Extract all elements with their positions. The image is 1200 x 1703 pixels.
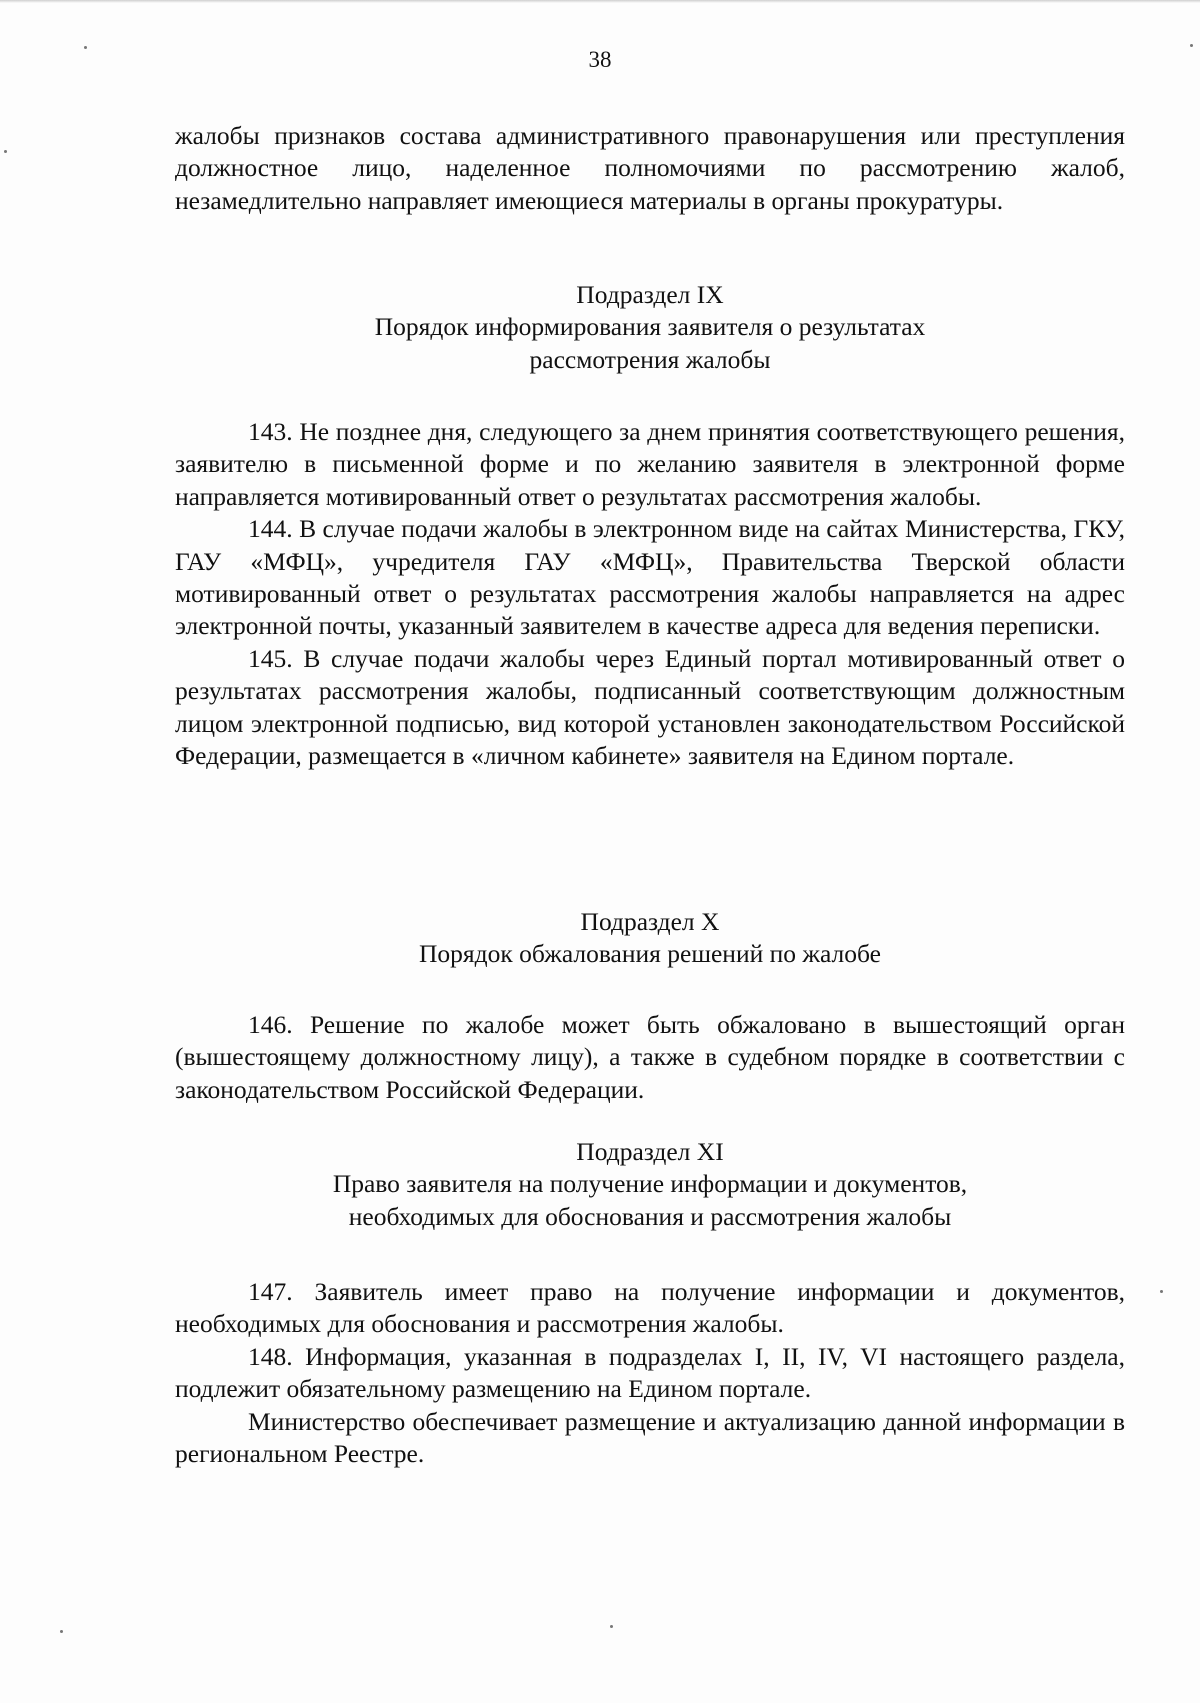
subsection-9-subtitle-line2: рассмотрения жалобы: [529, 344, 771, 374]
paragraph-143: 143. Не позднее дня, следующего за днем принятия соответствующего решения, заявителю в письменной форме и по желанию заявителя в электронной форме направляется мотивированный ответ о результатах рассмотрения жалобы.: [175, 417, 1125, 511]
subsection-11-body: [175, 1276, 1125, 1470]
scan-speck: [1190, 44, 1193, 47]
page-number: 38: [588, 47, 612, 72]
paragraph-145: 145. В случае подачи жалобы через Единый портал мотивированный ответ о результатах рассмотрения жалобы, подписанный соответствующим должностным лицом электронной подписью, вид которой установлен законодательством Российской Федерации, размещается в «личном кабинете» заявителя на Едином портале.: [175, 643, 1125, 771]
scan-speck: [1160, 1290, 1163, 1293]
subsection-10-body: [175, 1009, 1125, 1106]
subsection-11-subtitle-line1: Право заявителя на получение информации и документов,: [332, 1169, 968, 1199]
scan-speck: [4, 150, 7, 153]
scan-speck: [84, 46, 87, 49]
subsection-9-title: Подраздел IX: [576, 280, 724, 309]
paragraph-146: 146. Решение по жалобе может быть обжаловано в вышестоящий орган (вышестоящему должностному лицу), а также в судебном порядке в соответствии с законодательством Российской Федерации.: [175, 1010, 1125, 1104]
subsection-9-subtitle-line1: Порядок информирования заявителя о результатах: [374, 312, 926, 342]
subsection-10-subtitle-line1: Порядок обжалования решений по жалобе: [419, 939, 881, 969]
scan-speck: [610, 1625, 613, 1628]
subsection-11-title: Подраздел XI: [576, 1137, 724, 1166]
subsection-10-title: Подраздел X: [580, 907, 720, 936]
paragraph-ministry: Министерство обеспечивает размещение и актуализацию данной информации в региональном Реестре.: [175, 1406, 1125, 1469]
paragraph-144: 144. В случае подачи жалобы в электронном виде на сайтах Министерства, ГКУ, ГАУ «МФЦ», учредителя ГАУ «МФЦ», Правительства Тверской области мотивированный ответ о результатах рассмотрения жалобы направляется на адрес электронной почты, указанный заявителем в качестве адреса для ведения переписки.: [175, 514, 1125, 641]
subsection-9-body: [175, 416, 1125, 772]
paragraph-147: 147. Заявитель имеет право на получение информации и документов, необходимых для обоснования и рассмотрения жалобы.: [175, 1277, 1125, 1339]
subsection-11-subtitle-line2: необходимых для обоснования и рассмотрения жалобы: [348, 1201, 952, 1231]
scan-edge: [0, 0, 1200, 3]
intro-paragraph: жалобы признаков состава административного правонарушения или преступления должностное лицо, наделенное полномочиями по рассмотрению жалоб, незамедлительно направляет имеющиеся материалы в органы прокуратуры.: [175, 121, 1125, 215]
subsection-10-heading: [175, 906, 1125, 971]
paragraph-148: 148. Информация, указанная в подразделах I, II, IV, VI настоящего раздела, подлежит обязательному размещению на Едином портале.: [175, 1341, 1125, 1404]
subsection-9-heading: [175, 279, 1125, 376]
intro-text-block: [175, 120, 1125, 217]
scan-speck: [60, 1630, 63, 1633]
subsection-11-heading: [175, 1136, 1125, 1233]
